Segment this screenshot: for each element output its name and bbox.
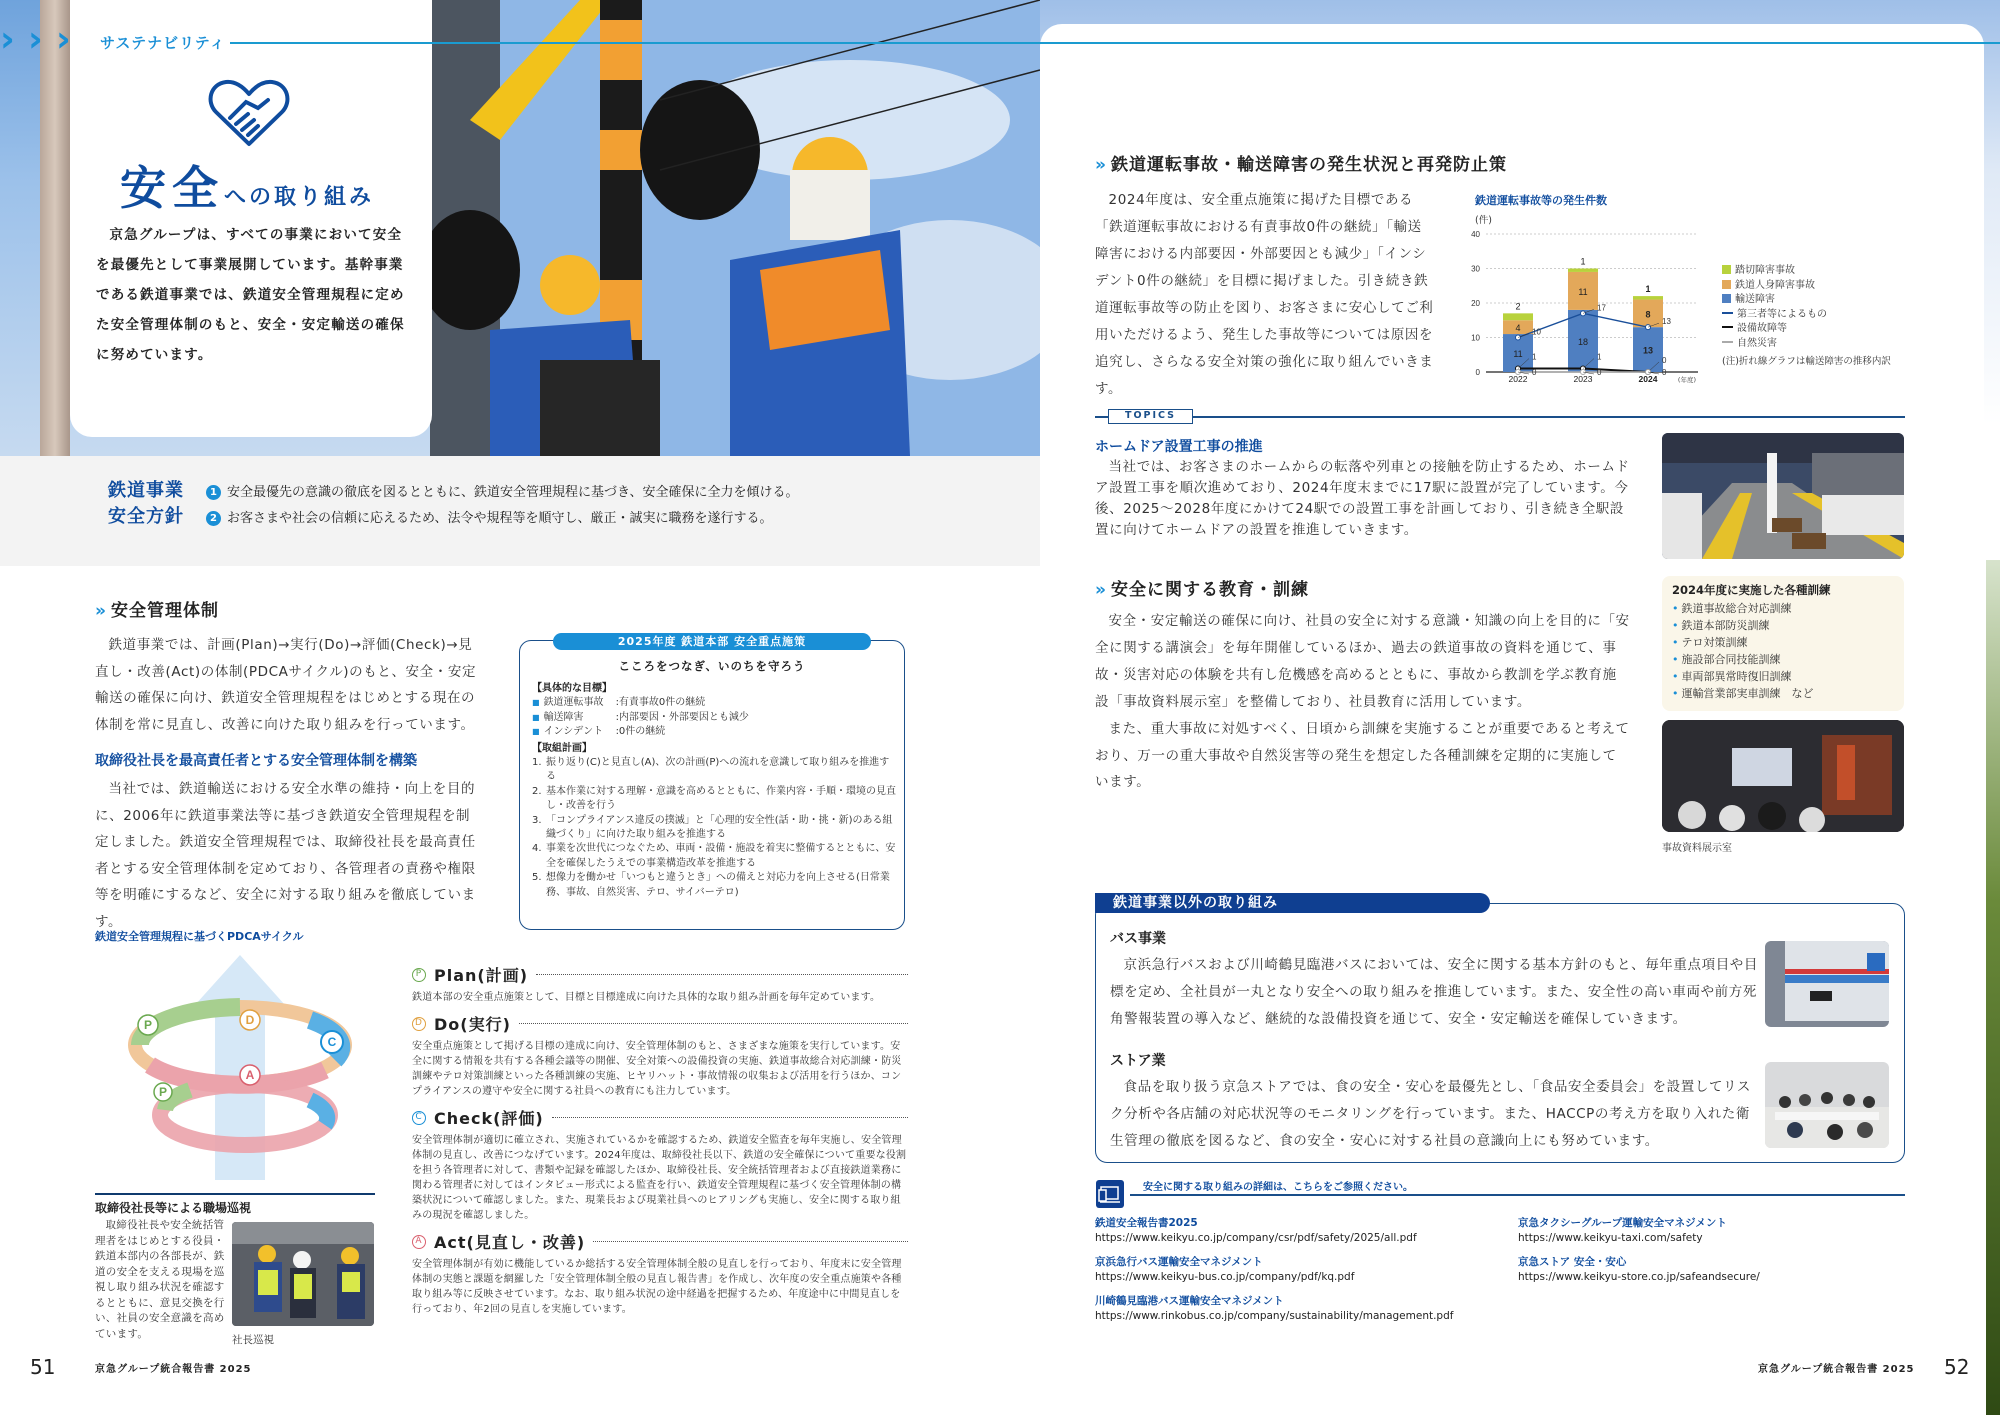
management-paragraph-1: 鉄道事業では、計画(Plan)→実行(Do)→評価(Check)→見直し・改善(Act)の体制(PDCAサイクル)のもと、安全・安定輸送の確保に向け、鉄道安全管理規程をはじめとする現在の体制を常に見直し、改善に向けた取り組みを行っています。	[95, 637, 477, 733]
safety-measures-content	[532, 680, 898, 900]
reference-url[interactable]: https://www.keikyu-store.co.jp/safeandsecure/	[1518, 1271, 1760, 1283]
svg-text:0: 0	[1662, 356, 1667, 365]
accidents-text: 2024年度は、安全重点施策に掲げた目標である「鉄道運転事故における有責事故0件の継続」「輸送障害における内部要因・外部要因とも減少」「インシデント0件の継続」を目標に掲げました。引き続き鉄道運転事故等の防止を図り、お客さまに安心してご利用いただけるよう、発生した事故等については原因を追究し、さらなる安全対策の強化に取り組んでいきます。	[1095, 192, 1434, 397]
reference-url[interactable]: https://www.keikyu-taxi.com/safety	[1518, 1232, 1703, 1244]
chart-note: (注)折れ線グラフは輸送障害の推移内訳	[1722, 356, 1891, 367]
goal-value: :内部要因・外部要因とも減少	[615, 711, 749, 723]
legend-label: 輸送障害	[1735, 294, 1775, 305]
pdca-step-text: 安全管理体制が有効に機能しているか総括する安全管理体制全般の見直しを行っており、年度末に安全管理体制の実態と課題を網羅した「安全管理体制全般の見直し報告書」を作成し、次年度の安全重点施策や各種取り組み等に反映させています。なお、取り組み状況の途中経過を把握するため、年度途中に中間見直しを行っており、年2回の見直しを実施しています。	[412, 1259, 902, 1315]
plan-text: 振り返り(C)と見直し(A)、次の計画(P)への流れを意識して取り組みを推進する	[546, 757, 890, 783]
goals-heading: 【具体的な目標】	[532, 683, 612, 694]
references-rule	[1130, 1194, 1905, 1196]
legend-item	[1722, 264, 1891, 279]
svg-text:20: 20	[1471, 299, 1480, 308]
bus-business-text: 京浜急行バスおよび川崎鶴見臨港バスにおいては、安全に関する基本方針のもと、毎年重点項目や目標を定め、全社員が一丸となり安全への取り組みを推進しています。また、安全性の高い車両や前方死角警報装置の導入など、継続的な設備投資を通じて、安全・安定輸送を確保していきます。	[1110, 957, 1758, 1027]
platform-door-photo	[1662, 433, 1904, 559]
plan-text: 事業を次世代につなぐため、車両・設備・施設を着実に整備するとともに、安全を確保したうえでの事業構造改革を推進する	[546, 843, 896, 869]
page-title-sub: への取り組み	[224, 185, 375, 210]
svg-text:0: 0	[1662, 368, 1667, 377]
legend-swatch-icon	[1722, 280, 1731, 289]
reference-label: 京急タクシーグループ運輸安全マネジメント	[1518, 1217, 1727, 1229]
plan-item	[532, 756, 898, 785]
reference-label: 川崎鶴見臨港バス運輸安全マネジメント	[1095, 1295, 1284, 1307]
training-item: • テロ対策訓練	[1672, 634, 1814, 651]
svg-text:2: 2	[1515, 301, 1521, 312]
goal-row	[532, 725, 898, 739]
management-subheading: 取締役社長を最高責任者とする安全管理体制を構築	[95, 753, 417, 769]
hero-photo-workers	[430, 0, 1040, 456]
management-heading	[95, 596, 219, 621]
references-right	[1518, 1216, 1908, 1294]
chevron-right-icon: ›	[0, 19, 15, 60]
svg-text:17: 17	[1597, 303, 1606, 313]
svg-text:P: P	[158, 1085, 168, 1099]
legend-label: 鉄道人身障害事故	[1735, 279, 1815, 291]
svg-text:11: 11	[1578, 286, 1588, 297]
svg-text:2024: 2024	[1638, 374, 1658, 384]
chevron-right-icon: ›	[28, 19, 43, 60]
foliage-edge	[1986, 560, 2000, 1415]
plan-number: 1.	[532, 757, 542, 769]
other-business-header: 鉄道事業以外の取り組み	[1095, 893, 1490, 913]
goal-key: インシデント	[543, 726, 604, 738]
plan-number: 5.	[532, 872, 542, 884]
plans-heading: 【取組計画】	[532, 742, 592, 754]
hero-photo-pole	[40, 0, 70, 456]
plan-text: 「コンプライアンス違反の撲滅」と「心理的安全性(話・助・挑・新)のある組織づくり」に向けた取り組みを推進する	[546, 814, 893, 841]
education-heading-text: 安全に関する教育・訓練	[1111, 580, 1310, 600]
legend-swatch-icon	[1722, 294, 1731, 303]
pdca-step-do	[412, 1012, 908, 1099]
training-item: • 鉄道本部防災訓練	[1672, 617, 1814, 634]
svg-text:0: 0	[1532, 368, 1537, 377]
pdca-steps	[412, 963, 908, 1324]
pdca-step-plan	[412, 963, 908, 1005]
pdca-label-p: P	[143, 1018, 153, 1032]
pdca-step-text: 安全重点施策として掲げる目標の達成に向け、安全管理体制のもと、さまざまな施策を実行しています。安全に関する情報を共有する各種会議等の開催、安全対策への設備投資の実施、鉄道事故総合対応訓練・防災訓練やテロ対策訓練といった各種訓練の実施、ヒヤリハット・事故情報の収集および活用を行うほか、コンプライアンスの遵守や安全に関する社員への教育にも注力しています。	[412, 1041, 902, 1097]
store-business-title: ストア業	[1110, 1053, 1166, 1069]
safety-measures-header: 2025年度 鉄道本部 安全重点施策	[553, 633, 871, 650]
svg-text:13: 13	[1662, 317, 1671, 327]
chevron-right-icon: ›	[56, 19, 71, 60]
legend-item	[1722, 308, 1891, 323]
goal-value: :0件の継続	[615, 726, 666, 738]
circled-d-icon: D	[412, 1017, 426, 1031]
legend-line-icon	[1722, 326, 1733, 328]
reference-label: 鉄道安全報告書2025	[1095, 1217, 1198, 1229]
pdca-step-title: Do(実行)	[434, 1015, 511, 1034]
pdca-step-text: 鉄道本部の安全重点施策として、目標と目標達成に向けた具体的な取り組み計画を毎年定めています。	[412, 992, 881, 1003]
hero-title-card	[70, 0, 432, 437]
plan-item	[532, 842, 898, 871]
legend-item	[1722, 337, 1891, 352]
square-bullet-icon: ■	[532, 727, 540, 737]
topics-tag: TOPICS	[1108, 409, 1193, 424]
patrol-title: 取締役社長等による職場巡視	[95, 1201, 252, 1215]
accidents-heading-text: 鉄道運転事故・輸送障害の発生状況と再発防止策	[1111, 155, 1508, 175]
plan-number: 3.	[532, 814, 542, 826]
goal-key: 輸送障害	[543, 711, 584, 723]
chart-y-unit: (件)	[1475, 215, 1492, 226]
pdca-step-act	[412, 1230, 908, 1317]
policy-item-text: お客さまや社会の信頼に応えるため、法令や規程等を順守し、厳正・誠実に職務を遂行する。	[227, 511, 773, 526]
pdca-spiral-diagram	[110, 950, 370, 1180]
svg-text:2023: 2023	[1573, 374, 1593, 384]
svg-text:1: 1	[1645, 284, 1651, 295]
svg-text:0: 0	[1597, 368, 1602, 377]
square-bullet-icon: ■	[532, 712, 540, 722]
pdca-step-title: Plan(計画)	[434, 966, 529, 985]
circled-a-icon: A	[412, 1235, 426, 1249]
policy-item	[206, 480, 798, 506]
training-item: • 車両部異常時復旧訓練	[1672, 668, 1814, 685]
bus-photo	[1765, 941, 1889, 1027]
bus-business-title: バス事業	[1110, 931, 1166, 947]
safety-policy-list	[206, 480, 798, 532]
device-link-icon	[1096, 1180, 1124, 1208]
pdca-step-text: 安全管理体制が適切に確立され、実施されているかを確認するため、鉄道安全監査を毎年実施し、安全管理体制の見直し、改善につなげています。2024年度は、取締役社長以下、鉄道の安全確保について重要な役割を担う各管理者に対して、書類や記録を確認したほか、取締役社長、安全統括管理者および直接鉄道業務に関わる管理者に対してはインタビュー形式による監査を行い、鉄道安全管理規程に基づく安全管理体制の構築状況について確認しました。また、現業長および現業社員へのヒアリングも実施し、安全に関する取り組みの現況を確認しました。	[412, 1135, 907, 1221]
plan-text: 基本作業に対する理解・意識を高めるとともに、作業内容・手順・環境の見直し・改善を行う	[546, 785, 896, 812]
goal-row	[532, 696, 898, 710]
svg-text:C: C	[327, 1035, 337, 1049]
svg-text:4: 4	[1515, 323, 1521, 334]
legend-item	[1722, 293, 1891, 308]
safety-slogan: こころをつなぎ、いのちを守ろう	[618, 659, 806, 673]
accident-museum-caption: 事故資料展示室	[1662, 843, 1732, 854]
plan-item	[532, 814, 898, 843]
education-heading	[1095, 575, 1309, 600]
policy-item-text: 安全最優先の意識の徹底を図るとともに、鉄道安全管理規程に基づき、安全確保に全力を傾ける。	[227, 485, 799, 500]
page-title-main: 安全	[120, 161, 224, 215]
svg-text:13: 13	[1642, 345, 1654, 356]
dotted-leader	[552, 1117, 908, 1118]
reference-url[interactable]: https://www.rinkobus.co.jp/company/sustainability/management.pdf	[1095, 1310, 1454, 1322]
training-item: • 施設部合同技能訓練	[1672, 651, 1814, 668]
trainings-list	[1672, 600, 1814, 702]
patrol-photo-caption: 社長巡視	[232, 1334, 274, 1346]
publication-title-right: 京急グループ統合報告書 2025	[1758, 1364, 1915, 1375]
goal-value: :有責事故0件の継続	[615, 697, 706, 709]
page-number-left: 51	[30, 1355, 56, 1379]
page-title	[120, 152, 374, 218]
topics-rule	[1095, 416, 1905, 418]
pdca-step-check	[412, 1106, 908, 1223]
section-tag: サステナビリティ	[100, 34, 226, 52]
references-title: 安全に関する取り組みの詳細は、こちらをご参照ください。	[1143, 1182, 1413, 1193]
reference-url[interactable]: https://www.keikyu-bus.co.jp/company/pdf/kq.pdf	[1095, 1271, 1355, 1283]
legend-item	[1722, 279, 1891, 294]
chart-title: 鉄道運転事故等の発生件数	[1475, 194, 1607, 207]
pdca-diagram-title: 鉄道安全管理規程に基づくPDCAサイクル	[95, 930, 304, 943]
svg-text:(年度): (年度)	[1677, 376, 1696, 384]
dotted-leader	[519, 1023, 908, 1024]
policy-item	[206, 506, 798, 532]
svg-text:10: 10	[1471, 333, 1480, 343]
divider	[95, 1193, 375, 1195]
safety-policy-title-line2: 安全方針	[108, 506, 184, 527]
pdca-step-title: Check(評価)	[434, 1109, 544, 1128]
management-heading-text: 安全管理体制	[111, 601, 220, 621]
dotted-leader	[593, 1241, 908, 1242]
chart-legend	[1722, 264, 1891, 370]
svg-text:18: 18	[1577, 336, 1589, 347]
double-chevron-icon: ››	[1095, 155, 1104, 175]
safety-policy-title-line1: 鉄道事業	[108, 480, 184, 501]
plan-number: 2.	[532, 785, 542, 797]
legend-label: 第三者等によるもの	[1737, 308, 1827, 320]
reference-label: 京浜急行バス運輸安全マネジメント	[1095, 1256, 1263, 1268]
dotted-leader	[536, 974, 908, 975]
svg-text:10: 10	[1532, 327, 1541, 337]
plan-item	[532, 785, 898, 814]
svg-text:8: 8	[1645, 309, 1651, 320]
trainings-title: 2024年度に実施した各種訓練	[1672, 583, 1831, 597]
svg-text:2022: 2022	[1508, 374, 1528, 384]
education-paragraph-2: また、重大事故に対処すべく、日頃から訓練を実施することが重要であると考えており、万一の重大事故や自然災害等の発生を想定した各種訓練を定期的に実施しています。	[1095, 721, 1630, 790]
legend-item	[1722, 322, 1891, 337]
svg-text:11: 11	[1513, 349, 1523, 360]
svg-text:D: D	[245, 1013, 255, 1027]
management-paragraph-2: 当社では、鉄道輸送における安全水準の維持・向上を目的に、2006年に鉄道事業法等に基づき鉄道安全管理規程を制定しました。鉄道安全管理規程では、取締役社長を最高責任者とする安全管理体制を定めており、各管理者の責務や権限等を明確にするなど、安全に対する取り組みを徹底しています。	[95, 781, 476, 930]
header-rule-right	[1040, 42, 2000, 44]
heart-handshake-icon	[208, 78, 290, 148]
goal-row	[532, 711, 898, 725]
number-badge-icon: 2	[206, 511, 221, 526]
circled-c-icon: C	[412, 1111, 426, 1125]
store-business-text: 食品を取り扱う京急ストアでは、食の安全・安心を最優先とし、「食品安全委員会」を設置してリスク分析や各店舗の対応状況等のモニタリングを行っています。また、HACCPの考え方を取り入れた衛生管理の徹底を図るなど、食の安全・安心に対する社員の意識向上にも努めています。	[1110, 1079, 1751, 1149]
plan-text: 想像力を働かせ「いつもと違うとき」への備えと対応力を向上させる(日常業務、事故、自然災害、テロ、サイバーテロ)	[546, 872, 890, 898]
references-left	[1095, 1216, 1515, 1333]
reference-url[interactable]: https://www.keikyu.co.jp/company/csr/pdf/safety/2025/all.pdf	[1095, 1232, 1417, 1244]
training-item: • 運輸営業部実車訓練 など	[1672, 685, 1814, 702]
square-bullet-icon: ■	[532, 698, 540, 708]
patrol-text: 取締役社長や安全統括管理者をはじめとする役員・鉄道本部内の各部長が、鉄道の安全を支える現場を巡視し取り組み状況を確認するとともに、意見交換を行い、社員の安全意識を高めています。	[95, 1219, 225, 1340]
training-item: • 鉄道事故総合対応訓練	[1672, 600, 1814, 617]
topics-text: 当社では、お客さまのホームからの転落や列車との接触を防止するため、ホームドア設置工事を順次進めており、2024年度末までに17駅に設置が完了しています。今後、2025〜2028年度にかけて24駅での設置工事を計画しており、引き続き全駅設置に向けてホームドアの設置を推進していきます。	[1095, 459, 1630, 538]
legend-line-icon	[1722, 341, 1733, 343]
goal-key: 鉄道運転事故	[543, 697, 604, 709]
accidents-heading	[1095, 150, 1507, 175]
store-meeting-photo	[1765, 1062, 1889, 1148]
svg-text:1: 1	[1597, 352, 1602, 362]
page-number-right: 52	[1944, 1355, 1970, 1379]
svg-text:A: A	[245, 1068, 255, 1082]
section-chevrons	[0, 19, 84, 60]
patrol-photo	[232, 1222, 374, 1326]
topics-title: ホームドア設置工事の推進	[1095, 439, 1263, 455]
plan-number: 4.	[532, 843, 542, 855]
circled-p-icon: P	[412, 968, 426, 982]
legend-swatch-icon	[1722, 265, 1731, 274]
accident-chart	[1468, 222, 1703, 392]
double-chevron-icon: ››	[1095, 580, 1104, 600]
safety-policy-title	[108, 478, 184, 530]
svg-text:1: 1	[1532, 352, 1537, 362]
plan-item	[532, 871, 898, 900]
legend-label: 設備故障等	[1737, 323, 1787, 334]
intro-text: 京急グループは、すべての事業において安全を最優先として事業展開しています。基幹事業である鉄道事業では、鉄道安全管理規程に定めた安全管理体制のもと、安全・安定輸送の確保に努めています。	[96, 227, 405, 363]
legend-label: 踏切障害事故	[1735, 265, 1795, 276]
legend-line-icon	[1722, 312, 1733, 314]
svg-text:1: 1	[1580, 256, 1586, 267]
legend-label: 自然災害	[1737, 337, 1777, 349]
svg-text:30: 30	[1471, 264, 1480, 274]
reference-label: 京急ストア 安全・安心	[1518, 1256, 1627, 1268]
pdca-step-title: Act(見直し・改善)	[434, 1233, 586, 1252]
svg-text:40: 40	[1471, 230, 1480, 239]
double-chevron-icon: ››	[95, 601, 104, 621]
education-paragraph-1: 安全・安定輸送の確保に向け、社員の安全に対する意識・知識の向上を目的に「安全に関する講演会」を毎年開催しているほか、過去の鉄道事故の資料を通じて、事故・災害対応の体験を共有し危機感を高めるとともに、事故から教訓を学ぶ教育施設「事故資料展示室」を整備しており、社員教育に活用しています。	[1095, 613, 1630, 710]
svg-text:0: 0	[1475, 368, 1480, 377]
publication-title-left: 京急グループ統合報告書 2025	[95, 1364, 252, 1375]
number-badge-icon: 1	[206, 485, 221, 500]
accident-museum-photo	[1662, 720, 1904, 832]
